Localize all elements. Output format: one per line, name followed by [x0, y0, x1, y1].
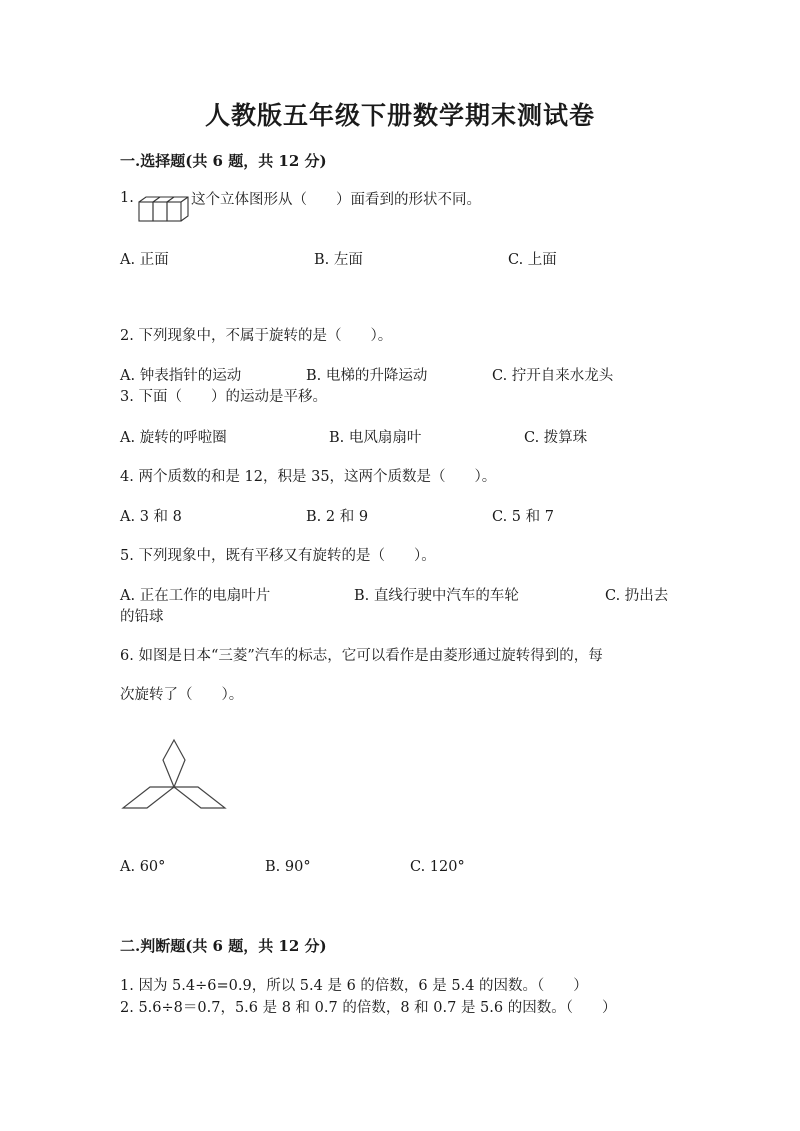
option-c: C. 上面	[508, 252, 557, 268]
option-a: A. 60°	[120, 859, 166, 875]
option-c: C. 拨算珠	[524, 430, 588, 446]
question-text: 5. 下列现象中，既有平移又有旋转的是（ ）。	[120, 548, 436, 564]
mitsubishi-logo-figure	[120, 735, 230, 815]
section-heading-judgement: 二.判断题(共 6 题，共 12 分)	[120, 937, 327, 955]
question-text-line1: 6. 如图是日本“三菱”汽车的标志，它可以看作是由菱形通过旋转得到的，每	[120, 648, 603, 664]
option-b: B. 电梯的升降运动	[306, 368, 428, 384]
option-b: B. 左面	[314, 252, 363, 268]
option-a: A. 正在工作的电扇叶片	[120, 588, 271, 604]
option-a: A. 旋转的呼啦圈	[120, 430, 227, 446]
option-b: B. 直线行驶中汽车的车轮	[354, 588, 519, 604]
option-b: B. 电风扇扇叶	[329, 430, 422, 446]
question-text: 2. 下列现象中，不属于旋转的是（ ）。	[120, 328, 393, 344]
option-a: A. 正面	[120, 252, 169, 268]
judgement-item: 1. 因为 5.4÷6=0.9，所以 5.4 是 6 的倍数，6 是 5.4 的因数。（ ）	[120, 978, 588, 994]
option-c: C. 5 和 7	[492, 509, 554, 525]
option-c-continued: 的铅球	[120, 609, 164, 625]
question-text: 4. 两个质数的和是 12，积是 35，这两个质数是（ ）。	[120, 469, 497, 485]
question-number: 1.	[120, 190, 134, 206]
cube-stack-figure	[137, 195, 191, 223]
judgement-item: 2. 5.6÷8＝0.7，5.6 是 8 和 0.7 的倍数，8 和 0.7 是 5.6 的因数。（ ）	[120, 1000, 617, 1016]
option-b: B. 90°	[265, 859, 311, 875]
option-c: C. 120°	[410, 859, 465, 875]
question-text-line2: 次旋转了（ ）。	[120, 687, 244, 703]
page-title: 人教版五年级下册数学期末测试卷	[204, 101, 595, 130]
question-text: 3. 下面（ ）的运动是平移。	[120, 389, 327, 405]
option-c: C. 扔出去	[605, 588, 669, 604]
option-a: A. 3 和 8	[120, 509, 182, 525]
option-c: C. 拧开自来水龙头	[492, 368, 614, 384]
option-a: A. 钟表指针的运动	[120, 368, 242, 384]
question-text: 这个立体图形从（ ）面看到的形状不同。	[191, 192, 481, 208]
section-heading-choice: 一.选择题(共 6 题，共 12 分)	[120, 152, 327, 170]
option-b: B. 2 和 9	[306, 509, 369, 525]
